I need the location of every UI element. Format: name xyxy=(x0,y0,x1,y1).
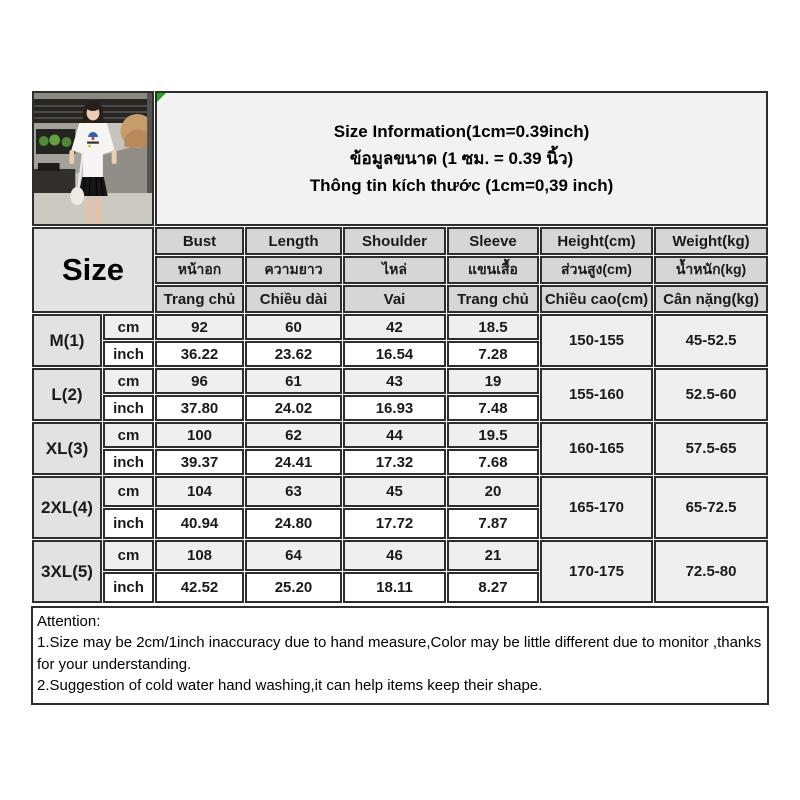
col-header-bust-en: Bust xyxy=(155,227,244,255)
bust-cm-value: 104 xyxy=(155,476,244,507)
unit-cm-label: cm xyxy=(103,368,154,394)
bust-cm-value: 108 xyxy=(155,540,244,571)
col-header-sleeve-vi: Trang chủ xyxy=(447,285,539,313)
height-range-value: 150-155 xyxy=(540,314,653,367)
height-range-value: 160-165 xyxy=(540,422,653,475)
unit-cm-label: cm xyxy=(103,540,154,571)
length-cm-value: 64 xyxy=(245,540,342,571)
weight-range-value: 72.5-80 xyxy=(654,540,768,603)
col-header-shoulder-en: Shoulder xyxy=(343,227,446,255)
size-label-3xl: 3XL(5) xyxy=(32,540,102,603)
size-label-l: L(2) xyxy=(32,368,102,421)
col-header-weight-vi: Cân nặng(kg) xyxy=(654,285,768,313)
product-photo-cell xyxy=(32,91,154,226)
size-information-title xyxy=(155,91,768,226)
col-header-height-vi: Chiều cao(cm) xyxy=(540,285,653,313)
length-cm-value: 61 xyxy=(245,368,342,394)
col-header-shoulder-th: ไหล่ xyxy=(343,256,446,284)
shoulder-cm-value: 45 xyxy=(343,476,446,507)
bust-inch-value: 40.94 xyxy=(155,508,244,539)
height-range-value: 165-170 xyxy=(540,476,653,539)
unit-inch-label: inch xyxy=(103,572,154,603)
col-header-weight-en: Weight(kg) xyxy=(654,227,768,255)
size-label-2xl: 2XL(4) xyxy=(32,476,102,539)
weight-range-value: 45-52.5 xyxy=(654,314,768,367)
title-line-th: ข้อมูลขนาด (1 ซม. = 0.39 นิ้ว) xyxy=(349,148,574,168)
size-label-m: M(1) xyxy=(32,314,102,367)
bust-inch-value: 42.52 xyxy=(155,572,244,603)
shoulder-cm-value: 43 xyxy=(343,368,446,394)
attention-line-1: 1.Size may be 2cm/1inch inaccuracy due to hand measure,Color may be little different due to monitor ,thanks for your understanding. xyxy=(37,634,762,673)
cell-corner-marker-icon xyxy=(157,93,166,102)
col-header-sleeve-th: แขนเสื้อ xyxy=(447,256,539,284)
bust-cm-value: 96 xyxy=(155,368,244,394)
attention-notes xyxy=(31,606,769,705)
unit-cm-label: cm xyxy=(103,314,154,340)
col-header-sleeve-en: Sleeve xyxy=(447,227,539,255)
col-header-bust-vi: Trang chủ xyxy=(155,285,244,313)
shoulder-inch-value: 17.72 xyxy=(343,508,446,539)
bust-inch-value: 37.80 xyxy=(155,395,244,421)
sleeve-inch-value: 7.48 xyxy=(447,395,539,421)
sleeve-cm-value: 20 xyxy=(447,476,539,507)
unit-cm-label: cm xyxy=(103,422,154,448)
size-column-header: Size xyxy=(32,227,154,313)
length-cm-value: 60 xyxy=(245,314,342,340)
weight-range-value: 65-72.5 xyxy=(654,476,768,539)
col-header-length-th: ความยาว xyxy=(245,256,342,284)
attention-line-2: 2.Suggestion of cold water hand washing,it can help items keep their shape. xyxy=(37,677,543,695)
shoulder-cm-value: 42 xyxy=(343,314,446,340)
unit-inch-label: inch xyxy=(103,508,154,539)
unit-inch-label: inch xyxy=(103,449,154,475)
bust-cm-value: 92 xyxy=(155,314,244,340)
col-header-shoulder-vi: Vai xyxy=(343,285,446,313)
col-header-length-vi: Chiều dài xyxy=(245,285,342,313)
height-range-value: 170-175 xyxy=(540,540,653,603)
shoulder-inch-value: 16.93 xyxy=(343,395,446,421)
col-header-height-en: Height(cm) xyxy=(540,227,653,255)
length-inch-value: 24.80 xyxy=(245,508,342,539)
unit-inch-label: inch xyxy=(103,341,154,367)
length-cm-value: 63 xyxy=(245,476,342,507)
sleeve-cm-value: 21 xyxy=(447,540,539,571)
sleeve-inch-value: 7.28 xyxy=(447,341,539,367)
shoulder-cm-value: 46 xyxy=(343,540,446,571)
attention-heading: Attention: xyxy=(37,613,101,630)
col-header-length-en: Length xyxy=(245,227,342,255)
shoulder-inch-value: 17.32 xyxy=(343,449,446,475)
length-inch-value: 23.62 xyxy=(245,341,342,367)
size-label-xl: XL(3) xyxy=(32,422,102,475)
height-range-value: 155-160 xyxy=(540,368,653,421)
bust-cm-value: 100 xyxy=(155,422,244,448)
length-inch-value: 25.20 xyxy=(245,572,342,603)
product-photo xyxy=(34,93,152,224)
col-header-weight-th: น้ำหนัก(kg) xyxy=(654,256,768,284)
sleeve-cm-value: 19 xyxy=(447,368,539,394)
shoulder-inch-value: 18.11 xyxy=(343,572,446,603)
unit-inch-label: inch xyxy=(103,395,154,421)
length-inch-value: 24.02 xyxy=(245,395,342,421)
unit-cm-label: cm xyxy=(103,476,154,507)
shoulder-inch-value: 16.54 xyxy=(343,341,446,367)
length-inch-value: 24.41 xyxy=(245,449,342,475)
sleeve-inch-value: 8.27 xyxy=(447,572,539,603)
bust-inch-value: 39.37 xyxy=(155,449,244,475)
shoulder-cm-value: 44 xyxy=(343,422,446,448)
title-line-vi: Thông tin kích thước (1cm=0,39 inch) xyxy=(309,176,614,196)
title-line-en: Size Information(1cm=0.39inch) xyxy=(333,121,590,141)
sleeve-inch-value: 7.68 xyxy=(447,449,539,475)
size-table xyxy=(31,90,769,604)
length-cm-value: 62 xyxy=(245,422,342,448)
sleeve-cm-value: 19.5 xyxy=(447,422,539,448)
col-header-bust-th: หน้าอก xyxy=(155,256,244,284)
sleeve-inch-value: 7.87 xyxy=(447,508,539,539)
sleeve-cm-value: 18.5 xyxy=(447,314,539,340)
bust-inch-value: 36.22 xyxy=(155,341,244,367)
col-header-height-th: ส่วนสูง(cm) xyxy=(540,256,653,284)
weight-range-value: 52.5-60 xyxy=(654,368,768,421)
weight-range-value: 57.5-65 xyxy=(654,422,768,475)
